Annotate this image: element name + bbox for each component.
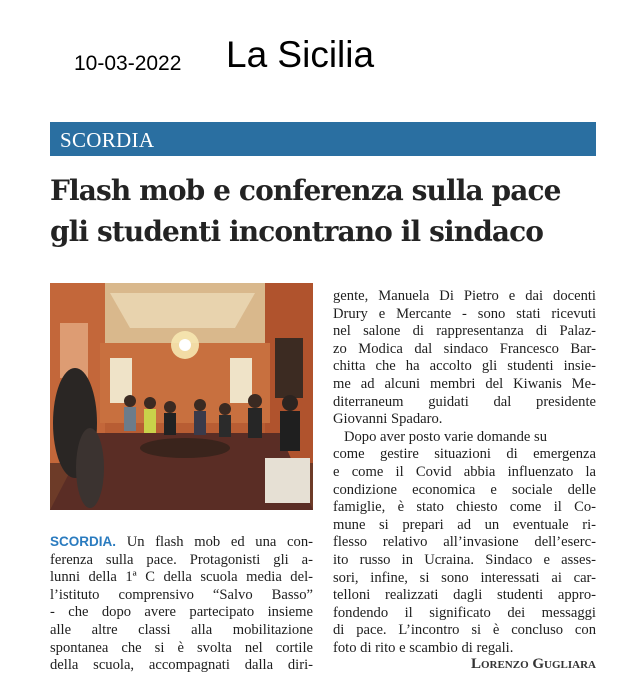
newspaper-name: La Sicilia <box>226 34 375 75</box>
article-line: e come il Covid abbia influenzato la <box>333 463 596 480</box>
headline <box>50 170 610 252</box>
headline-line-2: gli studenti incontrano il sindaco <box>50 215 544 248</box>
article-line: di pace. L’incontro si è concluso con <box>333 622 596 639</box>
article-line: Dopo aver posto varie domande su <box>333 428 547 445</box>
article-line: della scuola, accompagnati dalla diri- <box>50 657 313 674</box>
article-line: nel salone di rappresentanza di Palaz- <box>333 323 596 340</box>
article-line: chitta che ha accolto gli studenti insie- <box>333 358 596 375</box>
article-line: sori, infine, si sono interessati ai car- <box>333 569 596 586</box>
publication-date: 10-03-2022 <box>74 52 182 75</box>
article-line: fondendo il significato dei messaggi <box>333 604 596 621</box>
headline-line-1: Flash mob e conferenza sulla pace <box>50 174 561 207</box>
article-line: lunni della 1ª C della scuola media del- <box>50 569 313 586</box>
article-line: ferenza sulla pace. Protagonisti gli a- <box>50 551 313 568</box>
article-line: ito russo in Ucraina. Sindaco e asses- <box>333 551 596 568</box>
article-line: famiglie, è stato chiesto come il Co- <box>333 499 596 516</box>
article-photo <box>50 283 313 510</box>
article-column-right <box>333 288 596 657</box>
article-line: l’istituto comprensivo “Salvo Basso” <box>50 586 313 603</box>
article-column-left <box>50 533 313 675</box>
article-line: diterraneum guidati dal presidente <box>333 393 596 410</box>
article-line: come gestire situazioni di emergenza <box>333 446 596 463</box>
article-line: mune si prepari ad un eventuale ri- <box>333 516 596 533</box>
article-lead-word: SCORDIA. <box>50 534 117 549</box>
article-line: condizione economica e sociale delle <box>333 481 596 498</box>
article-line: Drury e Mercante - sono stati ricevuti <box>333 305 596 322</box>
article-line: flesso relativo all’invasione dell’eserc- <box>333 534 596 551</box>
meeting-hall-photo-icon <box>50 283 313 510</box>
article-line: me ad alcuni membri del Kiwanis Me- <box>333 375 596 392</box>
article-line: - che dopo avere partecipato insieme <box>50 604 313 621</box>
article-line: spontanea che si è svolta nel cortile <box>50 639 313 656</box>
section-rubric-bar <box>50 122 596 156</box>
article-line: foto di rito e scambio di regali. <box>333 639 514 656</box>
article-line: gente, Manuela Di Pietro e dai docenti <box>333 288 596 304</box>
article-byline: Lorenzo Gugliara <box>470 656 596 672</box>
article-line: telloni realizzati dagli studenti appro- <box>333 587 596 604</box>
section-rubric-label: SCORDIA <box>60 128 155 152</box>
article-line: zo Modica dal sindaco Francesco Bar- <box>333 340 596 357</box>
article-line: Giovanni Spadaro. <box>333 411 443 428</box>
article-line: alle altre classi alla mobilitazione <box>50 621 313 638</box>
article-line: SCORDIA. Un flash mob ed una con- <box>50 534 313 550</box>
